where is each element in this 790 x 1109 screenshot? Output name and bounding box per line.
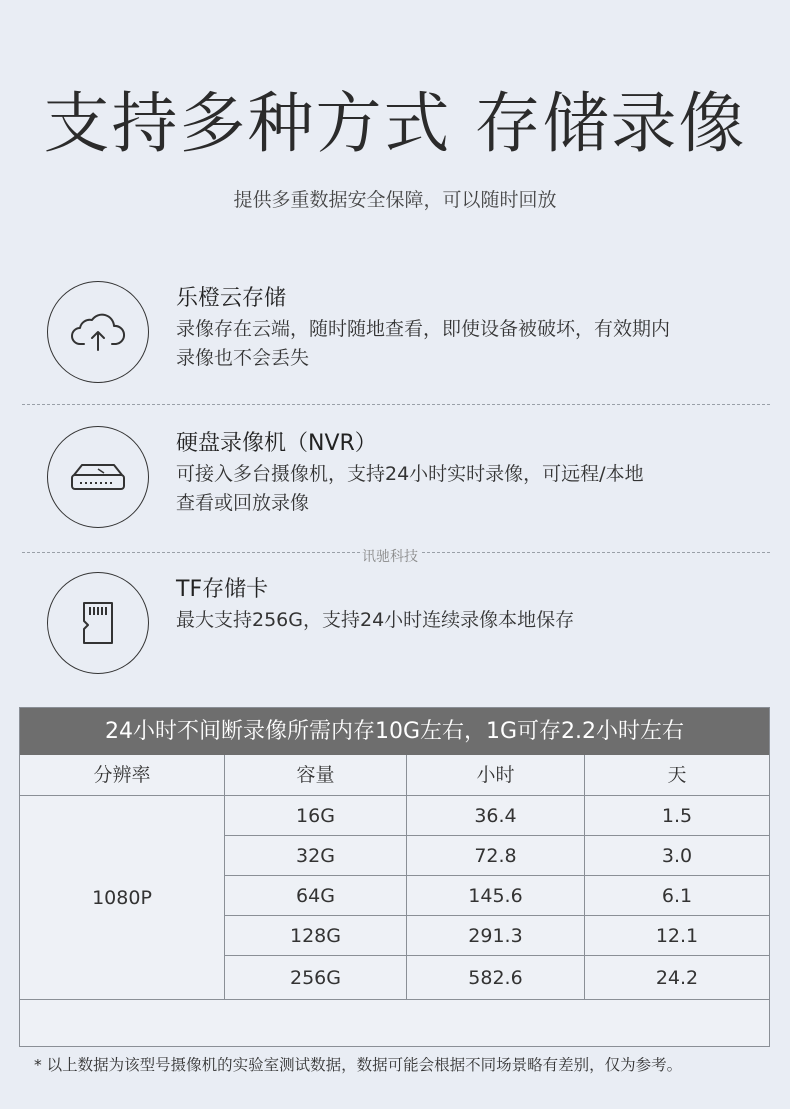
table-heading: 24小时不间断录像所需内存10G左右，1G可存2.2小时左右	[20, 708, 769, 755]
page-subtitle: 提供多重数据安全保障，可以随时回放	[233, 189, 557, 211]
hours-cell: 36.4	[407, 796, 585, 836]
column-header: 容量	[225, 755, 407, 796]
table-row	[225, 796, 769, 836]
days-cell: 6.1	[585, 876, 769, 916]
capacity-cell: 16G	[225, 796, 407, 836]
feature-desc-line: 录像也不会丢失	[176, 347, 310, 369]
feature-desc-line: 最大支持256G，支持24小时连续录像本地保存	[176, 609, 575, 631]
hours-cell: 145.6	[407, 876, 585, 916]
feature-title: TF存储卡	[176, 577, 269, 602]
feature-tf-card	[0, 572, 790, 682]
capacity-cell: 64G	[225, 876, 407, 916]
storage-table	[19, 707, 770, 1074]
table-row	[225, 876, 769, 916]
table-grid	[20, 755, 769, 1074]
column-header: 分辨率	[20, 755, 225, 796]
nvr-device-icon	[68, 459, 128, 495]
feature-desc-line: 录像存在云端，随时随地查看，即使设备被破坏，有效期内	[176, 318, 671, 340]
resolution-cell: 1080P	[20, 796, 225, 1000]
days-cell: 3.0	[585, 836, 769, 876]
divider	[22, 404, 770, 405]
feature-title: 硬盘录像机（NVR）	[176, 431, 377, 456]
feature-desc	[176, 460, 766, 518]
capacity-cell: 128G	[225, 916, 407, 956]
feature-desc	[176, 606, 766, 635]
table-body	[225, 796, 769, 1000]
capacity-cell: 256G	[225, 956, 407, 1000]
column-header: 小时	[407, 755, 585, 796]
table-row	[225, 956, 769, 1000]
capacity-cell: 32G	[225, 836, 407, 876]
hours-cell: 72.8	[407, 836, 585, 876]
cloud-upload-icon	[70, 310, 126, 354]
days-cell: 12.1	[585, 916, 769, 956]
feature-nvr	[0, 426, 790, 536]
hours-cell: 291.3	[407, 916, 585, 956]
table-footnote: * 以上数据为该型号摄像机的实验室测试数据，数据可能会根据不同场景略有差别，仅为参考。	[34, 1056, 683, 1074]
nvr-icon-circle	[47, 426, 149, 528]
feature-cloud-storage	[0, 281, 790, 391]
sd-card-icon	[78, 599, 118, 647]
feature-desc	[176, 315, 766, 373]
days-cell: 24.2	[585, 956, 769, 1000]
table-row	[225, 836, 769, 876]
feature-title: 乐橙云存储	[176, 286, 287, 311]
days-cell: 1.5	[585, 796, 769, 836]
table-row	[225, 916, 769, 956]
feature-desc-line: 可接入多台摄像机，支持24小时实时录像，可远程/本地	[176, 463, 644, 485]
sd-icon-circle	[47, 572, 149, 674]
table-header-row	[20, 755, 769, 796]
feature-desc-line: 查看或回放录像	[176, 492, 310, 514]
watermark: 讯驰科技	[360, 546, 420, 566]
hours-cell: 582.6	[407, 956, 585, 1000]
column-header: 天	[585, 755, 769, 796]
cloud-icon-circle	[47, 281, 149, 383]
page-title: 支持多种方式 存储录像	[43, 85, 747, 162]
